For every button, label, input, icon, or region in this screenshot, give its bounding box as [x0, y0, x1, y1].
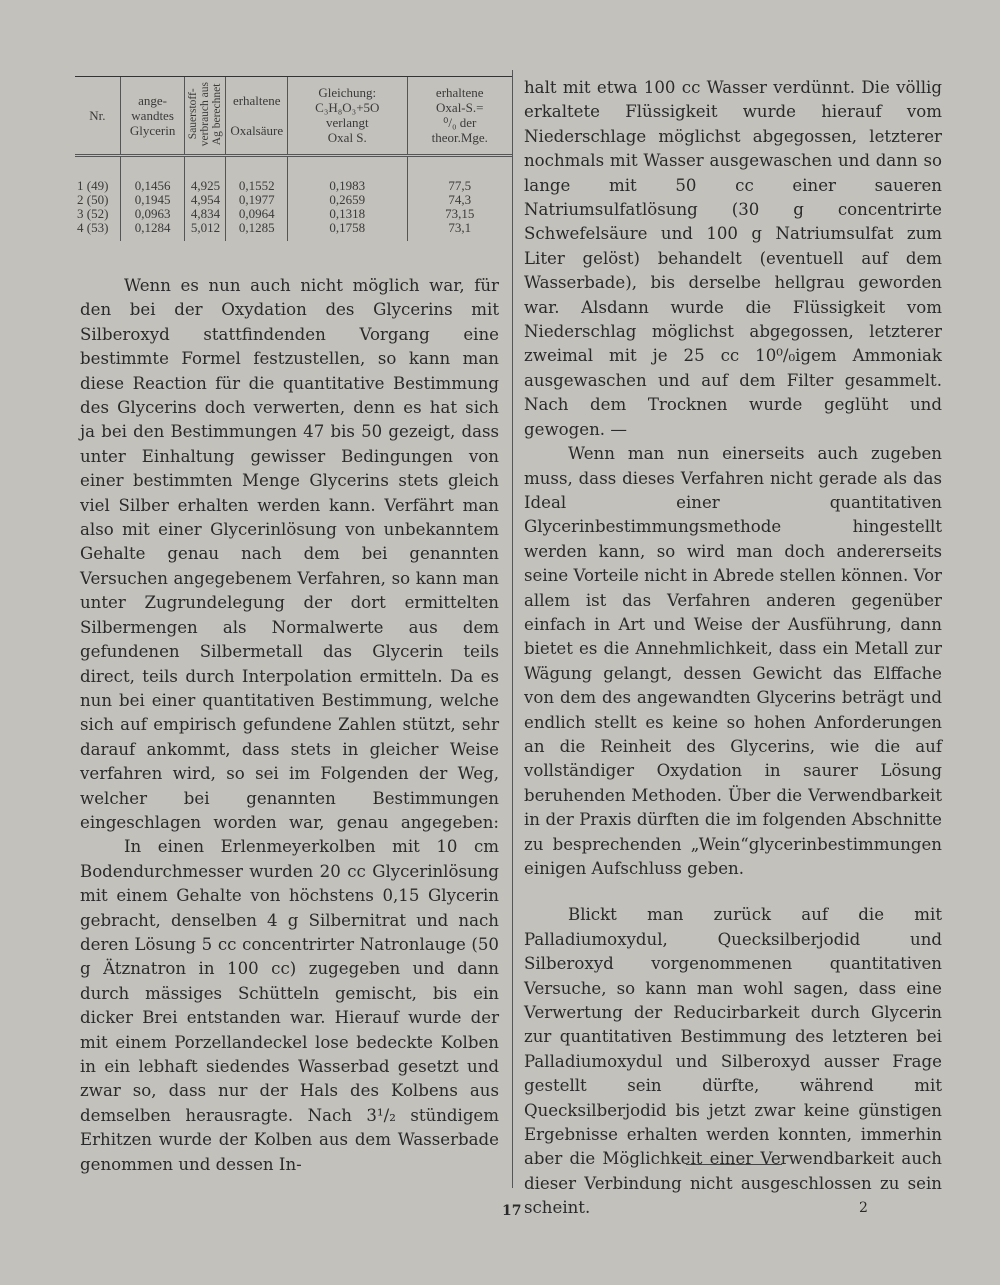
table-cell: 4 (53): [75, 221, 120, 241]
sheet-number: 2: [859, 1200, 868, 1216]
header-nr: Nr.: [75, 77, 120, 155]
table-row: [75, 193, 512, 207]
table-cell: 0,0964: [226, 207, 288, 221]
column-divider: [512, 70, 513, 1188]
table-cell: 73,15: [445, 205, 475, 221]
paragraph: Wenn man nun einerseits auch zugeben muss, dass dieses Verfahren nicht gerade als das Ideal einer quantitativen Glycerinbestimmungsmethode hingestellt werden kann, so wird man doch andererseits seine Vorteile nicht in Abrede stellen können. Vor allem ist das Verfahren anderen gegenüber einfach in Art und Weise der Ausführung, dann bietet es die Annehmlichkeit, dass ein Metall zur Wägung gelangt, dessen Gewicht das Elffache von dem des angewandten Glycerins beträgt und endlich stellt es keine so hohen Anforderungen an die Reinheit des Glycerins, wie die auf vollständiger Oxydation in saurer Lösung beruhenden Methoden. Über die Verwendbarkeit in der Praxis dürften die im folgenden Abschnitte zu besprechenden „Wein“glycerinbestimmungen einigen Aufschluss geben.: [524, 444, 942, 878]
table-cell: 0,1284: [120, 221, 185, 241]
results-table: [75, 76, 512, 241]
table-cell: 0,1552: [226, 155, 288, 193]
table-cell: 0,0963: [120, 207, 185, 221]
section-end-rule: [686, 1164, 782, 1165]
header-glycerin: ange- wandtes Glycerin: [120, 77, 185, 155]
paragraph: halt mit etwa 100 cc Wasser verdünnt. Die völlig erkaltete Flüssigkeit wurde hierauf vom Niederschlage möglichst abgegossen, letzterer nochmals mit Wasser ausgewaschen und dann so lange mit 50 cc einer saueren Natriumsulfatlösung (30 g concentrirte Schwefelsäure und 100 g Natriumsulfat zum Liter gelöst) behandelt (eventuell auf dem Wasserbade), bis derselbe hellgrau geworden war. Alsdann wurde die Flüssigkeit vom Niederschlag möglichst abgegossen, letzterer zweimal mit je 25 cc 10⁰/₀igem Ammoniak ausgewaschen und auf dem Filter gesammelt. Nach dem Trocknen wurde geglüht und gewogen. —: [524, 78, 942, 439]
header-oxygen: Sauerstoff- verbrauch aus Ag berechnet: [185, 77, 226, 155]
left-column: [80, 274, 499, 1177]
table-cell: 0,1758: [288, 221, 407, 241]
table-cell: 3 (52): [75, 207, 120, 221]
page-number: 17: [502, 1203, 522, 1219]
table-cell: 73,1: [448, 219, 472, 235]
header-prozent: erhaltene Oxal-S.= ⁰/₀ der theor.Mge.: [431, 85, 488, 146]
header-oxalsaeure: erhaltene Oxalsäure: [226, 77, 288, 155]
table-row: [75, 207, 512, 221]
table-cell: 0,2659: [288, 193, 407, 207]
table-cell: 74,3: [448, 191, 472, 207]
table-cell: 0,1977: [226, 193, 288, 207]
table-cell: 1 (49): [75, 155, 120, 193]
table-cell: 4,834: [185, 207, 226, 221]
table-row: [75, 155, 512, 193]
table-cell: 0,1285: [226, 221, 288, 241]
right-column: [524, 76, 942, 1221]
header-gleichung: Gleichung: C₃H₈O₃+5O verlangt Oxal S.: [288, 77, 407, 155]
table-cell: 0,1456: [120, 155, 185, 193]
table-cell: 5,012: [185, 221, 226, 241]
table-header-row: [75, 77, 512, 155]
table-cell: 4,954: [185, 193, 226, 207]
table-row: [75, 221, 512, 241]
table-cell: 77,5: [448, 177, 472, 193]
table-cell: 2 (50): [75, 193, 120, 207]
table-cell: 4,925: [185, 155, 226, 193]
paragraph: In einen Erlenmeyerkolben mit 10 cm Bodendurchmesser wurden 20 cc Glycerinlösung mit einem Gehalte von höchstens 0,15 Glycerin gebracht, denselben 4 g Silbernitrat und nach deren Lösung 5 cc concentrirter Natronlauge (50 g Ätznatron in 100 cc) zugegeben und dann durch mässiges Schütteln gemischt, bis ein dicker Brei entstanden war. Hierauf wurde der mit einem Porzellandeckel lose bedeckte Kolben in ein lebhaft siedendes Wasserbad gesetzt und zwar so, dass nur der Hals des Kolbens aus demselben herausragte. Nach 3¹/₂ stündigem Erhitzen wurde der Kolben aus dem Wasserbade genommen und dessen In-: [80, 837, 499, 1174]
table-cell: 0,1318: [288, 207, 407, 221]
table-cell: 0,1983: [288, 155, 407, 193]
paragraph: Wenn es nun auch nicht möglich war, für den bei der Oxydation des Glycerins mit Silberoxyd stattfindenden Vorgang eine bestimmte Formel festzustellen, so kann man diese Reaction für die quantitative Bestimmung des Glycerins doch verwerten, denn es hat sich ja bei den Bestimmungen 47 bis 50 gezeigt, dass unter Einhaltung gewisser Bedingungen von einer bestimmten Menge Glycerins stets gleich viel Silber erhalten werden kann. Verfährt man also mit einer Glycerinlösung von unbekanntem Gehalte genau nach dem bei genannten Versuchen angegebenem Verfahren, so kann man unter Zugrundelegung der dort ermittelten Silbermengen als Normalwerte aus dem gefundenen Silbermetall das Glycerin teils direct, teils durch Interpolation ermitteln. Da es nun bei einer quantitativen Bestimmung, welche sich auf empirisch gefundene Zahlen stützt, sehr darauf ankommt, dass stets in gleicher Weise verfahren wird, so sei im Folgenden der Weg, welcher bei genannten Bestimmungen eingeschlagen worden war, genau angegeben:: [80, 276, 499, 832]
paragraph: Blickt man zurück auf die mit Palladiumoxydul, Quecksilberjodid und Silberoxyd vorgenommenen quantitativen Versuche, so kann man wohl sagen, dass eine Verwertung der Reducirbarkeit durch Glycerin zur quantitativen Bestimmung des letzteren bei Palladiumoxydul und Silberoxyd ausser Frage gestellt sein dürfte, während mit Quecksilberjodid bis jetzt zwar keine günstigen Ergebnisse erhalten werden konnten, immerhin aber die Möglichkeit einer Verwendbarkeit auch dieser Verbindung nicht ausgeschlossen zu sein scheint.: [524, 905, 942, 1218]
table-cell: 0,1945: [120, 193, 185, 207]
